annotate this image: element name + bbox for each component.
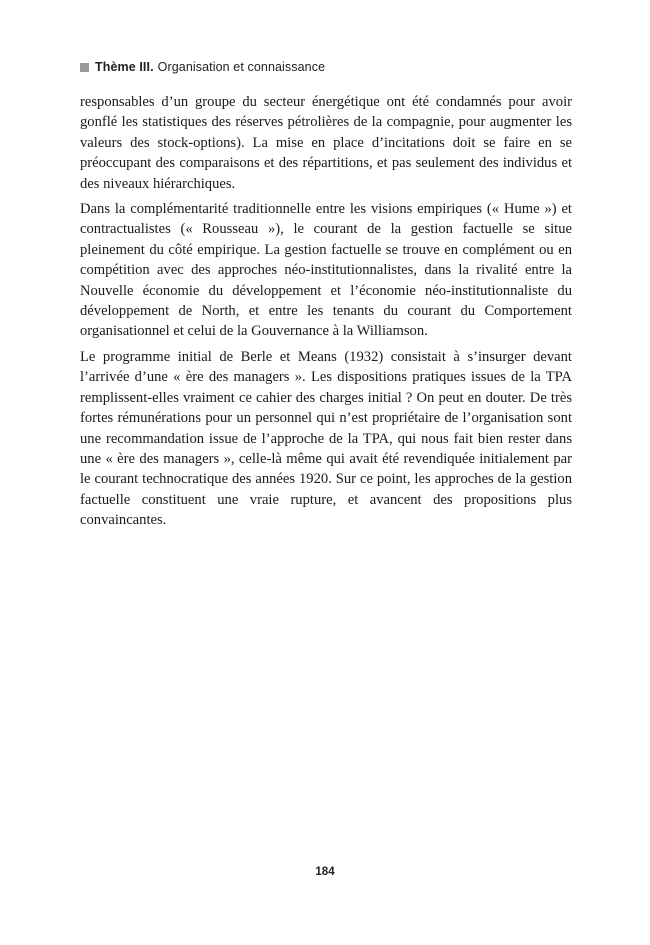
paragraph-2: Dans la complémentarité traditionnelle entre les visions empiriques (« Hume ») et contractualistes (« Rousseau »), le courant de la gestion factuelle se situe pleinement du côté empirique. La gestion factuelle se trouve en complément ou en compétition avec des approches néo-institutionnalistes, dans la rivalité entre la Nouvelle économie du développement et l’économie néo-institutionnaliste du développement de North, et entre les tenants du courant du Comportement organisationnel et celui de la Gouvernance à la Williamson. [80, 201, 572, 340]
paragraph-1: responsables d’un groupe du secteur énergétique ont été condamnés pour avoir gonflé les statistiques des réserves pétrolières de la compagnie, pour augmenter les valeurs des stock-options). La mise en place d’incitations doit se faire en se préoccupant des comparaisons et des répartitions, et pas seulement des individus et des niveaux hiérarchiques. [80, 94, 572, 192]
paragraph-3: Le programme initial de Berle et Means (1932) consistait à s’insurger devant l’arrivée d’une « ère des managers ». Les dispositions pratiques issues de la TPA remplissent-elles vraiment ce cahier des charges initial ? On peut en douter. De très fortes rémunérations pour un personnel qui n’est propriétaire de l’organisation sont une recommandation issue de l’approche de la TPA, qui nous fait bien rester dans une « ère des managers », celle-là même qui avait été revendiquée initialement par le courant technocratique des années 1920. Sur ce point, les approches de la gestion factuelle constituent une vraie rupture, et avancent des propositions plus convaincantes. [80, 348, 572, 529]
header-section-title: Organisation et connaissance [157, 60, 326, 74]
body-text [80, 92, 572, 536]
square-bullet-icon [80, 63, 89, 72]
header-theme-label: Thème III. [95, 60, 154, 74]
page-number: 184 [315, 866, 335, 878]
running-header [80, 59, 325, 75]
